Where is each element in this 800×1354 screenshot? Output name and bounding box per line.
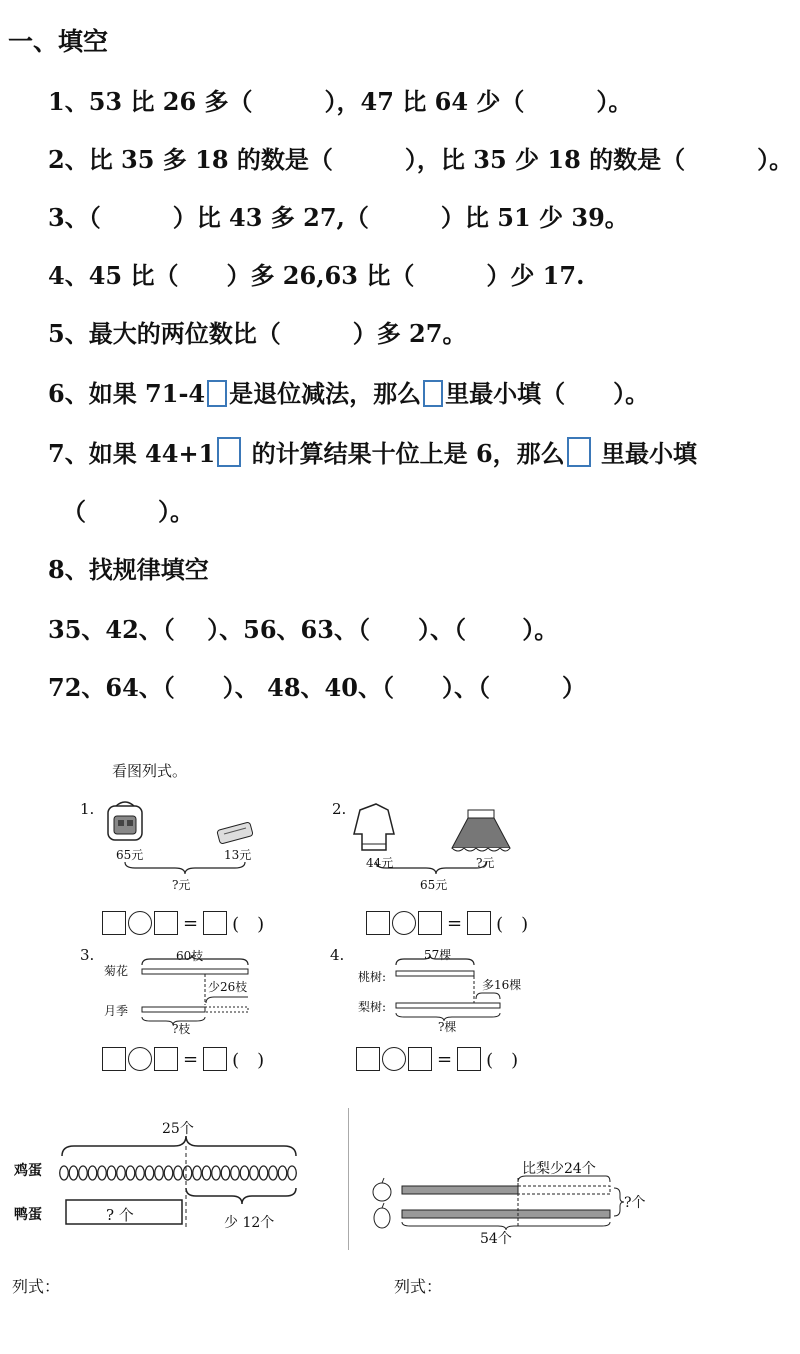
egg-icon (126, 1166, 135, 1180)
egg-icon (60, 1166, 69, 1180)
figure-1-equation (102, 910, 267, 936)
fruit-side-label: ?个 (624, 1195, 646, 1211)
eggs-label-chicken: 鸡蛋 (14, 1163, 42, 1179)
egg-icon (164, 1166, 173, 1180)
egg-row (60, 1166, 297, 1180)
question-7-part-c: 里最小填 (601, 439, 698, 468)
unit-paren: ( ) (232, 1050, 265, 1071)
figure-3-total: 60枝 (176, 949, 204, 963)
question-6 (48, 374, 649, 409)
egg-icon (193, 1166, 202, 1180)
figure-3-drawing (130, 955, 260, 1025)
question-6-part-a: 6、如果 71-4 (48, 379, 206, 408)
egg-icon (221, 1166, 230, 1180)
equation-box[interactable] (203, 911, 227, 935)
sweater-icon (354, 804, 394, 850)
figure-4-diff: 多16棵 (482, 978, 522, 992)
duck-egg-box-label: ? 个 (106, 1206, 134, 1224)
divider (348, 1108, 349, 1250)
question-8-row-1: 35、42、（ ）、56、63、（ ）、（ ）。 (48, 615, 559, 644)
egg-icon (98, 1166, 107, 1180)
answer-box[interactable] (423, 380, 443, 407)
figure-4-number: 4. (330, 946, 345, 964)
question-8-title: 8、找规律填空 (48, 555, 209, 584)
egg-icon (212, 1166, 221, 1180)
figure-4-ask: ?棵 (438, 1020, 457, 1034)
operator-circle[interactable] (128, 911, 152, 935)
question-3: 3、（ ）比 43 多 27,（ ）比 51 少 39。 (48, 203, 629, 232)
figure-4-label-a: 桃树: (358, 970, 387, 984)
egg-icon (278, 1166, 287, 1180)
egg-icon (269, 1166, 278, 1180)
figure-1-total: ?元 (172, 878, 191, 892)
fruit-total: 54个 (480, 1231, 512, 1247)
question-6-part-b: 是退位减法，那么 (229, 379, 422, 408)
egg-icon (288, 1166, 297, 1180)
section-title: 一、填空 (8, 27, 109, 56)
backpack-icon (108, 802, 142, 840)
equation-box[interactable] (102, 911, 126, 935)
figure-4-equation (356, 1046, 521, 1072)
equation-box[interactable] (356, 1047, 380, 1071)
brace (125, 862, 245, 874)
fruit-diff: 比梨少24个 (522, 1161, 596, 1177)
equation-box[interactable] (154, 911, 178, 935)
unit-paren: ( ) (496, 914, 529, 935)
equation-box[interactable] (408, 1047, 432, 1071)
egg-icon (231, 1166, 240, 1180)
equals-sign: = (447, 912, 463, 934)
figure-1-left-price: 65元 (116, 848, 144, 862)
figure-4-drawing (390, 955, 510, 1025)
operator-circle[interactable] (392, 911, 416, 935)
figure-2-right-price: ?元 (476, 856, 495, 870)
answer-box[interactable] (207, 380, 227, 407)
figure-3-equation (102, 1046, 267, 1072)
egg-icon (69, 1166, 78, 1180)
egg-icon (136, 1166, 145, 1180)
question-8-row-2: 72、64、（ ）、 48、40、（ ）、（ ） (48, 673, 586, 702)
question-6-part-c: 里最小填（ ）。 (445, 379, 650, 408)
question-1: 1、53 比 26 多（ ），47 比 64 少（ ）。 (48, 87, 633, 116)
apple-icon (373, 1178, 391, 1201)
egg-icon (155, 1166, 164, 1180)
unit-paren: ( ) (232, 914, 265, 935)
egg-icon (250, 1166, 259, 1180)
figure-3-number: 3. (80, 946, 95, 964)
operator-circle[interactable] (382, 1047, 406, 1071)
figure-3-label-b: 月季 (104, 1004, 129, 1018)
figure-3-diff: 少26枝 (208, 980, 248, 994)
operator-circle[interactable] (128, 1047, 152, 1071)
egg-icon (202, 1166, 211, 1180)
figure-1-number: 1. (80, 800, 95, 818)
picture-section-title: 看图列式。 (112, 762, 188, 780)
figure-2-total: 65元 (420, 878, 448, 892)
unit-paren: ( ) (486, 1050, 519, 1071)
egg-icon (117, 1166, 126, 1180)
equation-box[interactable] (457, 1047, 481, 1071)
equation-box[interactable] (467, 911, 491, 935)
eggs-diff: 少 12个 (224, 1215, 275, 1231)
figure-2-number: 2. (332, 800, 347, 818)
egg-icon (107, 1166, 116, 1180)
question-7-part-a: 7、如果 44+1 (48, 439, 216, 468)
figure-4-label-b: 梨树: (358, 1000, 387, 1014)
formula-label-right: 列式： (394, 1277, 443, 1296)
egg-icon (240, 1166, 249, 1180)
equals-sign: = (183, 912, 199, 934)
skirt-icon (452, 810, 510, 851)
eggs-total: 25个 (162, 1121, 194, 1137)
answer-box[interactable] (567, 437, 591, 467)
answer-box[interactable] (217, 437, 241, 467)
equation-box[interactable] (102, 1047, 126, 1071)
eggs-label-duck: 鸭蛋 (14, 1207, 42, 1223)
question-7-part-b: 的计算结果十位上是 6，那么 (251, 439, 565, 468)
figure-2-drawing (348, 798, 528, 888)
egg-icon (183, 1166, 192, 1180)
equals-sign: = (183, 1048, 199, 1070)
figure-3-ask: ?枝 (172, 1022, 191, 1036)
fruit-drawing (368, 1170, 628, 1232)
question-7-paren: （ ）。 (62, 497, 194, 526)
question-7 (48, 434, 697, 469)
formula-label-left: 列式： (12, 1277, 61, 1296)
question-5: 5、最大的两位数比（ ）多 27。 (48, 319, 467, 348)
equation-box[interactable] (154, 1047, 178, 1071)
figure-3-label-a: 菊花 (104, 964, 129, 978)
figure-2-left-price: 44元 (366, 856, 394, 870)
equation-box[interactable] (366, 911, 390, 935)
equation-box[interactable] (203, 1047, 227, 1071)
egg-icon (145, 1166, 154, 1180)
egg-icon (259, 1166, 268, 1180)
question-4: 4、45 比（ ）多 26,63 比（ ）少 17. (48, 261, 585, 290)
equation-box[interactable] (418, 911, 442, 935)
figure-4-total: 57棵 (424, 948, 452, 962)
pencil-case-icon (217, 822, 253, 844)
egg-icon (174, 1166, 183, 1180)
pear-icon (374, 1203, 390, 1228)
egg-icon (79, 1166, 88, 1180)
figure-2-equation (366, 910, 531, 936)
figure-1-drawing (100, 798, 270, 888)
figure-1-right-price: 13元 (224, 848, 252, 862)
equals-sign: = (437, 1048, 453, 1070)
egg-icon (88, 1166, 97, 1180)
question-2: 2、比 35 多 18 的数是（ ），比 35 少 18 的数是（ ）。 (48, 145, 794, 174)
